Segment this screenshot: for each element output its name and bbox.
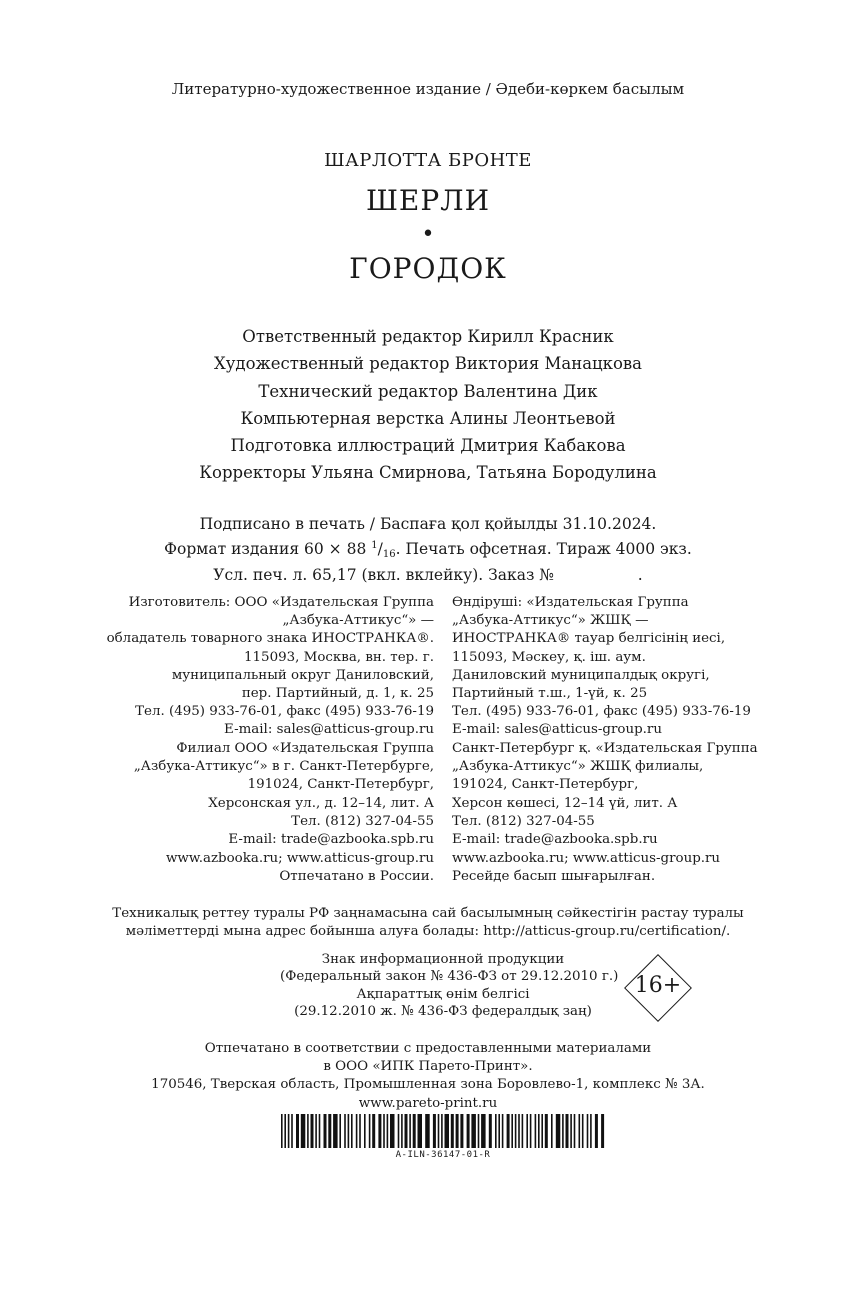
- imprint-line: Херсон көшесі, 12–14 үй, лит. А: [452, 795, 678, 811]
- publication-block: [0, 514, 856, 586]
- printer-line: Отпечатано в соответствии с предоставленными материалами: [204, 1041, 652, 1056]
- imprint-line: „Азбука-Аттикус“» ЖШҚ филиалы,: [452, 759, 704, 775]
- info-sign-line: (29.12.2010 ж. № 436-ФЗ федералдық заң): [294, 1003, 592, 1019]
- imprint-line: ИНОСТРАНКА® тауар белгісінің иесі,: [452, 631, 726, 647]
- imprint-line: пер. Партийный, д. 1, к. 25: [241, 686, 434, 702]
- imprint-line: Тел. (495) 933-76-01, факс (495) 933-76-19: [452, 704, 751, 720]
- book-title-2: ГОРОДОК: [349, 252, 507, 285]
- imprint-line: 115093, Мәскеу, қ. іш. аум.: [452, 649, 646, 665]
- cert-line: мәліметтерді мына адрес бойынша алуға болады: http://atticus-group.ru/certification/.: [125, 924, 731, 940]
- branch-kz: [452, 740, 758, 849]
- imprint-line: „Азбука-Аттикус“» —: [282, 613, 434, 629]
- imprint-line: Тел. (812) 327-04-55: [452, 813, 595, 829]
- format-numerator: 1: [371, 540, 378, 551]
- author-name: ШАРЛОТТА БРОНТЕ: [324, 150, 532, 171]
- certification-note: [0, 905, 856, 941]
- series-line: Литературно-художественное издание / Әдеби-көркем басылым: [171, 80, 685, 98]
- printer-line: 170546, Тверская область, Промышленная зона Боровлево-1, комплекс № 3А.: [151, 1077, 705, 1093]
- manufacturer-kz: [452, 594, 751, 740]
- printer-line: www.pareto-print.ru: [358, 1095, 498, 1111]
- imprint-line: Тел. (812) 327-04-55: [291, 813, 434, 829]
- imprint-line: Изготовитель: ООО «Издательская Группа: [128, 595, 434, 610]
- format-prefix: Формат издания 60 × 88: [164, 540, 372, 558]
- imprint-line: E-mail: trade@azbooka.spb.ru: [228, 832, 434, 848]
- barcode-code: A-ILN-36147-01-R: [395, 1150, 491, 1160]
- imprint-line: обладатель товарного знака ИНОСТРАНКА®.: [106, 631, 434, 647]
- signed-line: Подписано в печать / Баспаға қол қойылды 31.10.2024.: [199, 515, 657, 533]
- book-title-1: ШЕРЛИ: [365, 184, 490, 217]
- title-separator: •: [421, 222, 435, 247]
- credit-line: Подготовка иллюстраций Дмитрия Кабакова: [230, 436, 626, 456]
- imprint-line: Филиал ООО «Издательская Группа: [176, 741, 434, 756]
- imprint-line: Отпечатано в России.: [279, 869, 434, 885]
- format-line: Формат издания 60 × 88 $^1/_{16}$. Печать офсетная. Тираж 4000 экз.: [164, 540, 692, 560]
- imprint-line: Ресейде басып шығарылған.: [452, 869, 656, 885]
- cert-line: Техникалық реттеу туралы РФ заңнамасына сай басылымның сәйкестігін растау туралы: [112, 906, 744, 921]
- imprint-line: Херсонская ул., д. 12–14, лит. А: [208, 795, 434, 811]
- imprint-line: Санкт-Петербург қ. «Издательская Группа: [452, 741, 758, 756]
- imprint-line: муниципальный округ Даниловский,: [171, 667, 434, 683]
- format-denominator: 16: [382, 549, 396, 560]
- format-suffix: . Печать офсетная. Тираж 4000 экз.: [395, 540, 692, 558]
- credit-line: Корректоры Ульяна Смирнова, Татьяна Бородулина: [199, 463, 657, 483]
- imprint-line: „Азбука-Аттикус“» ЖШҚ —: [452, 613, 649, 629]
- manufacturer-ru: [107, 594, 434, 740]
- printer-line: в ООО «ИПК Парето-Принт».: [323, 1059, 533, 1075]
- credit-line: Ответственный редактор Кирилл Красник: [242, 327, 614, 346]
- imprint-line: E-mail: trade@azbooka.spb.ru: [452, 832, 658, 848]
- credits-block: [0, 323, 856, 487]
- imprint-line: Даниловский муниципалдық округі,: [452, 667, 710, 683]
- imprint-line: E-mail: sales@atticus-group.ru: [452, 722, 662, 738]
- info-sign-line: Знак информационной продукции: [321, 952, 565, 967]
- credit-line: Компьютерная верстка Алины Леонтьевой: [240, 408, 616, 428]
- imprint-line: 191024, Санкт-Петербург,: [452, 777, 639, 793]
- credit-line: Художественный редактор Виктория Манацкова: [213, 354, 643, 374]
- imprint-line: Тел. (495) 933-76-01, факс (495) 933-76-19: [135, 704, 434, 720]
- imprint-line: www.azbooka.ru; www.atticus-group.ru: [452, 851, 721, 866]
- info-sign-line: Ақпараттық өнім белгісі: [356, 986, 530, 1002]
- info-sign-line: (Федеральный закон № 436-ФЗ от 29.12.2010 г.): [280, 969, 619, 985]
- credit-line: Технический редактор Валентина Дик: [258, 381, 598, 401]
- imprint-line: 191024, Санкт-Петербург,: [247, 777, 434, 793]
- imprint-line: Партийный т.ш., 1-үй, к. 25: [452, 686, 648, 702]
- branch-ru: [134, 740, 434, 849]
- imprint-line: E-mail: sales@atticus-group.ru: [224, 722, 434, 738]
- imprint-line: Өндіруші: «Издательская Группа: [452, 595, 689, 610]
- web-kz: [452, 850, 720, 886]
- volume-line: Усл. печ. л. 65,17 (вкл. вклейку). Заказ № .: [213, 566, 643, 584]
- age-rating-badge: [624, 954, 692, 1022]
- age-rating-text: 16+: [634, 973, 682, 998]
- imprint-line: www.azbooka.ru; www.atticus-group.ru: [165, 851, 434, 866]
- imprint-line: 115093, Москва, вн. тер. г.: [244, 649, 434, 665]
- imprint-line: „Азбука-Аттикус“» в г. Санкт-Петербурге,: [133, 759, 434, 775]
- info-sign-text: [280, 951, 619, 1020]
- printer-block: [0, 1040, 856, 1113]
- web-ru: [166, 850, 434, 886]
- barcode-icon: [281, 1114, 605, 1148]
